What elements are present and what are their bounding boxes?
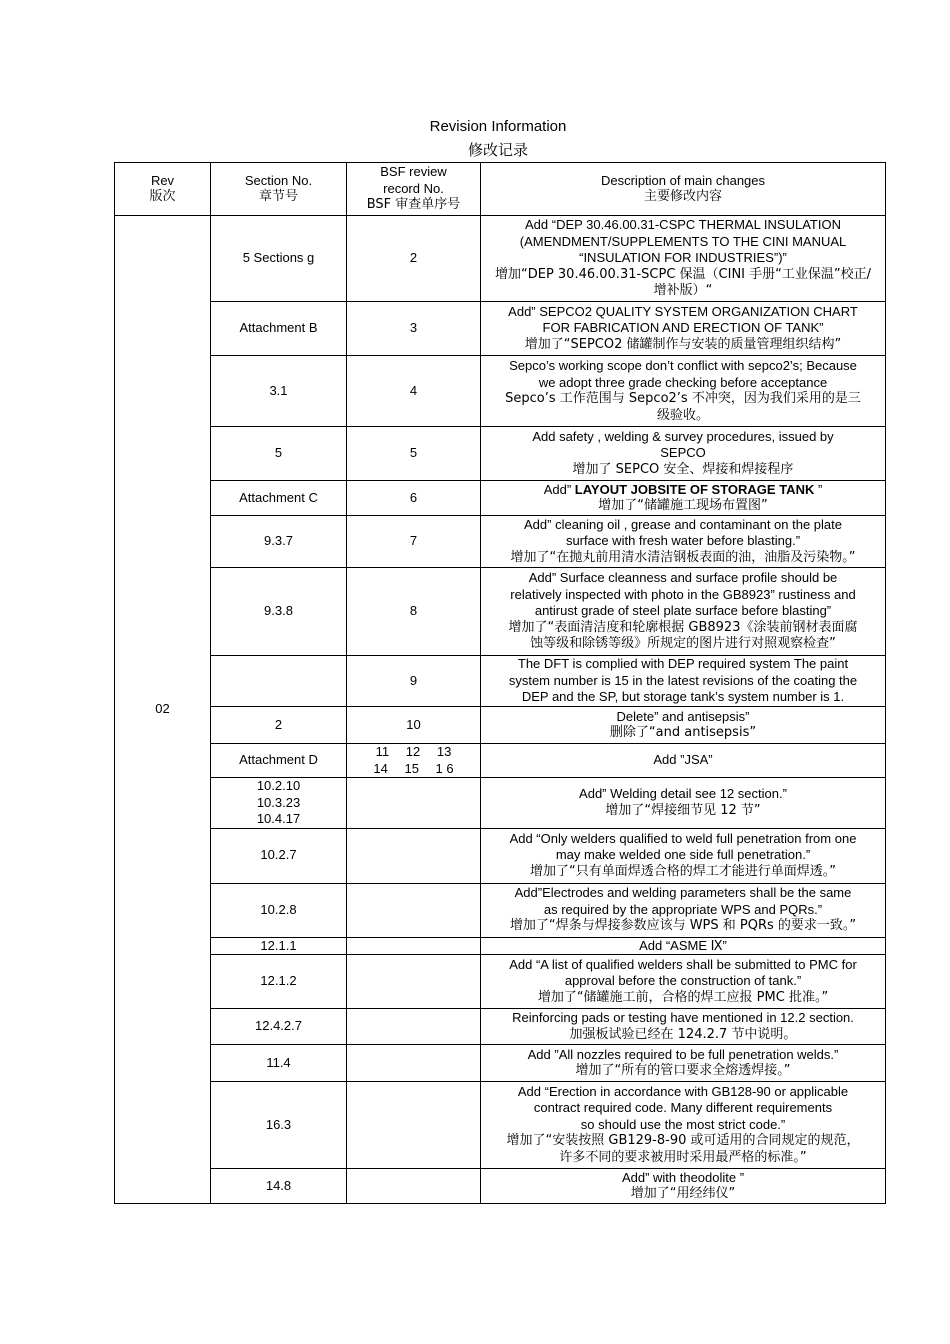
table-row <box>115 1009 886 1045</box>
header-bsf-label-1: BSF review <box>380 164 447 180</box>
description-pre: Add” <box>543 481 575 497</box>
header-section-label-zh: 章节号 <box>258 189 298 204</box>
record-text: 7 <box>409 533 418 549</box>
description-cell <box>481 744 886 778</box>
section-text: 12.1.1 <box>260 937 297 953</box>
table-row <box>115 883 886 937</box>
desc-text: Add ”JSA” <box>653 752 713 768</box>
section-text: 2 <box>274 716 283 732</box>
section-cell <box>211 427 347 481</box>
section-text: 5 Sections g <box>242 250 315 266</box>
record-text: 4 <box>409 382 418 398</box>
desc-text: 增加了“用经纬仪” <box>630 1186 736 1201</box>
desc-text: SEPCO <box>660 445 706 461</box>
desc-text: 增加了“在抛丸前用清水清洁钢板表面的油，油脂及污染物。” <box>510 549 856 565</box>
record-cell <box>347 1009 481 1045</box>
header-rev <box>115 163 211 216</box>
rev-cell <box>115 216 211 1204</box>
header-row <box>115 163 886 216</box>
table-row <box>115 1045 886 1082</box>
desc-text: 增加了“安装按照 GB129-8-90 或可适用的合同规定的规范， <box>506 1133 860 1149</box>
header-description-label: Description of main changes <box>600 172 766 188</box>
section-cell <box>211 707 347 744</box>
record-cell <box>347 216 481 302</box>
section-cell <box>211 828 347 883</box>
description-cell <box>481 216 886 302</box>
section-text: 16.3 <box>265 1116 292 1132</box>
section-cell <box>211 568 347 656</box>
desc-text: (AMENDMENT/SUPPLEMENTS TO THE CINI MANUAL <box>519 233 847 249</box>
revision-table <box>114 162 886 1204</box>
description-cell <box>481 883 886 937</box>
description-cell <box>481 427 886 481</box>
record-cell <box>347 744 481 778</box>
section-cell <box>211 883 347 937</box>
desc-text: Add ”All nozzles required to be full penetration welds.” <box>527 1046 839 1062</box>
record-cell <box>347 568 481 656</box>
description-cell <box>481 937 886 955</box>
section-text: 12.1.2 <box>260 973 297 989</box>
desc-text: Reinforcing pads or testing have mentioned in 12.2 section. <box>512 1010 854 1025</box>
table-row <box>115 427 886 481</box>
desc-text: Add “DEP 30.46.00.31-CSPC THERMAL INSULATION <box>525 217 841 233</box>
record-cell <box>347 1082 481 1169</box>
desc-text: antirust grade of steel plate surface before blasting” <box>534 603 832 619</box>
section-text: Attachment C <box>239 489 318 505</box>
desc-text: Add safety , welding & survey procedures, issued by <box>532 428 834 444</box>
section-text: 10.2.10 <box>256 778 301 793</box>
rev-value: 02 <box>155 701 170 717</box>
desc-text: The DFT is complied with DEP required system The paint <box>517 656 849 672</box>
section-cell <box>211 1009 347 1045</box>
desc-text: relatively inspected with photo in the GB8923” rustiness and <box>510 586 856 602</box>
record-cell <box>347 937 481 955</box>
record-cell <box>347 1045 481 1082</box>
table-row <box>115 707 886 744</box>
section-text: 5 <box>274 445 283 461</box>
section-cell <box>211 937 347 955</box>
desc-text: 许多不同的要求被用时采用最严格的标准。” <box>559 1149 807 1165</box>
section-cell <box>211 656 347 707</box>
table-row <box>115 1082 886 1169</box>
section-cell <box>211 778 347 829</box>
table-row <box>115 778 886 829</box>
description-cell <box>481 481 886 516</box>
description-cell <box>481 1045 886 1082</box>
desc-text: Sepco’s working scope don’t conflict with sepco2’s; Because <box>509 358 857 373</box>
desc-text: Add” SEPCO2 QUALITY SYSTEM ORGANIZATION CHART <box>508 303 858 319</box>
record-cell <box>347 481 481 516</box>
table-row <box>115 937 886 955</box>
section-text: 14.8 <box>265 1177 292 1193</box>
section-text: 9.3.7 <box>264 533 293 549</box>
desc-text: Add” cleaning oil , grease and contaminant on the plate <box>524 516 842 532</box>
desc-text: 加强板试验已经在 124.2.7 节中说明。 <box>569 1026 797 1042</box>
desc-text: 增加了“所有的管口要求全熔透焊接。” <box>575 1063 791 1078</box>
section-text: 9.3.8 <box>264 603 293 619</box>
record-cell <box>347 516 481 568</box>
desc-text: surface with fresh water before blasting.” <box>565 533 801 549</box>
section-text: 12.4.2.7 <box>255 1018 302 1034</box>
desc-text: Add “ASME Ⅸ” <box>639 937 727 953</box>
record-text: 8 <box>409 603 418 619</box>
desc-text: Add “Erection in accordance with GB128-90 or applicable <box>517 1083 849 1099</box>
table-row <box>115 216 886 302</box>
desc-text: 增加了“焊接细节见 12 节” <box>605 802 761 818</box>
desc-text: system number is 15 in the latest revisions of the coating the <box>508 672 858 688</box>
description-cell <box>481 1082 886 1169</box>
desc-text: as required by the appropriate WPS and PQRs.” <box>543 901 823 917</box>
section-text: 10.3.23 <box>256 794 301 810</box>
desc-text: 增加“DEP 30.46.00.31-SCPC 保温（CINI 手册“工业保温”校正/ <box>494 266 872 282</box>
record-text: 6 <box>409 489 418 505</box>
record-text: 11 12 13 <box>375 744 452 759</box>
record-cell <box>347 955 481 1009</box>
table-row <box>115 568 886 656</box>
desc-text: Add”Electrodes and welding parameters shall be the same <box>514 885 852 901</box>
desc-text: 增加了“储罐施工现场布置图” <box>598 498 768 513</box>
desc-text: 增加了“储罐施工前，合格的焊工应报 PMC 批准。” <box>537 989 829 1005</box>
desc-text: Add” with theodolite ” <box>621 1169 745 1185</box>
description-bold: LAYOUT JOBSITE OF STORAGE TANK <box>574 481 815 497</box>
section-cell <box>211 1169 347 1204</box>
desc-text: Add” Welding detail see 12 section.” <box>579 786 787 802</box>
header-bsf-label-3: BSF 审查单序号 <box>366 197 461 213</box>
desc-text: we adopt three grade checking before acceptance <box>538 374 828 390</box>
desc-text: DEP and the SP, but storage tank’s system number is 1. <box>521 689 845 705</box>
header-description-label-zh: 主要修改内容 <box>643 189 722 204</box>
table-row <box>115 828 886 883</box>
header-bsf-record <box>347 163 481 216</box>
record-cell <box>347 778 481 829</box>
description-cell <box>481 356 886 427</box>
section-cell <box>211 516 347 568</box>
section-text: 10.4.17 <box>256 811 301 826</box>
section-cell <box>211 481 347 516</box>
desc-text: Delete” and antisepsis” <box>616 708 750 724</box>
section-cell <box>211 216 347 302</box>
description-cell <box>481 302 886 356</box>
desc-text: 级验收。 <box>656 407 709 423</box>
section-cell <box>211 1082 347 1169</box>
desc-text: 增加了“SEPCO2 储罐制作与安装的质量管理组织结构” <box>524 336 842 352</box>
table-row <box>115 1169 886 1204</box>
section-cell <box>211 744 347 778</box>
desc-text: 删除了“and antisepsis” <box>609 725 757 740</box>
desc-text: may make welded one side full penetration.” <box>555 847 811 863</box>
table-row <box>115 481 886 516</box>
section-text: 10.2.7 <box>260 847 297 863</box>
description-cell <box>481 1169 886 1204</box>
record-text: 2 <box>409 250 418 266</box>
section-text: 10.2.8 <box>260 901 297 917</box>
description-cell <box>481 568 886 656</box>
description-cell <box>481 1009 886 1045</box>
table-row <box>115 744 886 778</box>
record-cell <box>347 1169 481 1204</box>
table-row <box>115 302 886 356</box>
document-subtitle: 修改记录 <box>467 141 528 159</box>
desc-text: 增补版）“ <box>653 283 713 299</box>
section-text: 3.1 <box>269 382 288 398</box>
header-rev-label: Rev <box>150 172 175 188</box>
header-description <box>481 163 886 216</box>
desc-text: contract required code. Many different requirements <box>533 1100 833 1116</box>
record-cell <box>347 427 481 481</box>
record-text: 9 <box>409 672 418 688</box>
header-section-label: Section No. <box>244 172 313 188</box>
desc-text: 增加了 SEPCO 安全、焊接和焊接程序 <box>572 461 794 477</box>
record-cell <box>347 656 481 707</box>
record-cell <box>347 707 481 744</box>
record-cell <box>347 302 481 356</box>
record-text: 14 15 1 6 <box>373 760 454 776</box>
table-row <box>115 955 886 1009</box>
desc-text: FOR FABRICATION AND ERECTION OF TANK” <box>542 320 824 336</box>
header-section <box>211 163 347 216</box>
table-row <box>115 656 886 707</box>
header-bsf-label-2: record No. <box>383 180 444 196</box>
header-rev-label-zh: 版次 <box>149 189 176 204</box>
record-cell <box>347 883 481 937</box>
document-title: Revision Information <box>429 118 567 135</box>
description-cell <box>481 955 886 1009</box>
desc-text: Add” Surface cleanness and surface profile should be <box>528 570 838 586</box>
section-cell <box>211 1045 347 1082</box>
desc-text: approval before the construction of tank.” <box>564 973 802 989</box>
record-text: 10 <box>406 716 421 732</box>
record-text: 5 <box>409 445 418 461</box>
section-cell <box>211 955 347 1009</box>
desc-text: 增加了“只有单面焊透合格的焊工才能进行单面焊透。” <box>530 863 836 879</box>
description-cell <box>481 707 886 744</box>
desc-text: “INSULATION FOR INDUSTRIES”)” <box>579 250 787 266</box>
section-cell <box>211 302 347 356</box>
description-cell <box>481 828 886 883</box>
desc-text: 蚀等级和除锈等级》所规定的图片进行对照观察检查” <box>530 636 836 652</box>
desc-text: Sepco’s 工作范围与 Sepco2’s 不冲突，因为我们采用的是三 <box>505 391 861 406</box>
desc-text: so should use the most strict code.” <box>580 1116 786 1132</box>
desc-text: 增加了“焊条与焊接参数应该与 WPS 和 PQRs 的要求一致。” <box>509 918 857 934</box>
table-row <box>115 516 886 568</box>
record-cell <box>347 356 481 427</box>
table-row <box>115 356 886 427</box>
desc-text: Add “A list of qualified welders shall be submitted to PMC for <box>509 956 857 972</box>
record-text: 3 <box>409 320 418 336</box>
description-cell <box>481 516 886 568</box>
description-cell <box>481 778 886 829</box>
description-cell <box>481 656 886 707</box>
description-bold-line <box>487 482 879 499</box>
desc-text: Add “Only welders qualified to weld full penetration from one <box>509 830 857 846</box>
section-cell <box>211 356 347 427</box>
section-text: 11.4 <box>266 1054 291 1070</box>
record-cell <box>347 828 481 883</box>
section-text: Attachment B <box>239 320 318 336</box>
section-text: Attachment D <box>239 752 318 768</box>
desc-text: 增加了“表面清洁度和轮廓根据 GB8923《涂装前钢材表面腐 <box>508 619 858 635</box>
description-post: ” <box>814 481 823 497</box>
